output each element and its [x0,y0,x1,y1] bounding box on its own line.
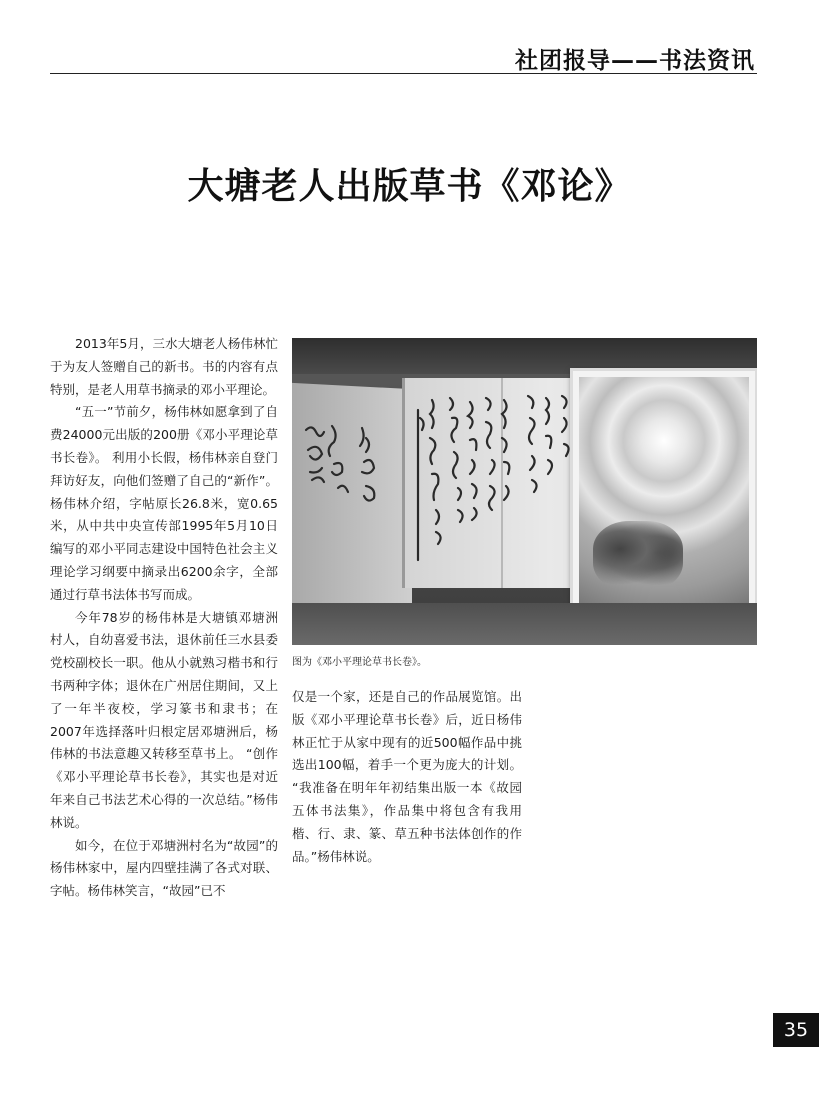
section-header-title: 社团报导——书法资讯 [515,48,755,74]
photo-caption: 图为《邓小平理论草书长卷》。 [292,657,427,668]
paragraph-2: “五一”节前夕，杨伟林如愿拿到了自费24000元出版的200册《邓小平理论草书长卷》。 利用小长假，杨伟林亲自登门拜访好友，向他们签赠了自己的“新作”。杨伟林介绍，字帖原长26.8米，宽0.65米，从中共中央宣传部1995年5月10日编写的邓小平同志建设中国特色社会主义理论学习纲要中摘录出6200余字，全部通过行草书法体书写而成。 [50,404,278,602]
photo-floor [292,603,757,645]
page-number: 35 [773,1013,819,1047]
article-right-column [292,686,522,868]
article-title: 大塘老人出版草书《邓论》 [187,166,632,207]
book-cover [570,368,757,614]
paragraph-4: 如今，在位于邓塘洲村名为“故园”的杨伟林家中，屋内四壁挂满了各式对联、字帖。杨伟林笑言，“故园”已不 [50,837,278,899]
article-left-column [50,333,278,903]
paragraph-1: 2013年5月，三水大塘老人杨伟林忙于为友人签赠自己的新书。书的内容有点特别，是老人用草书摘录的邓小平理论。 [50,336,278,397]
paragraph-3: 今年78岁的杨伟林是大塘镇邓塘洲村人，自幼喜爱书法，退休前任三水县委党校副校长一职。他从小就熟习楷书和行书两种字体；退休在广州居住期间，又上了一年半夜校，学习篆书和隶书；在2007年选择落叶归根定居邓塘洲后，杨伟林的书法意趣又转移至草书上。 “创作《邓小平理论草书长卷》，其实也是对近年来自己书法艺术心得的一次总结。”杨伟林说。 [50,609,278,830]
paragraph-5: 仅是一个家，还是自己的作品展览馆。出版《邓小平理论草书长卷》后，近日杨伟林正忙于从家中现有的近500幅作品中挑选出100幅，着手一个更为庞大的计划。 “我准备在明年年初结集出版一本《故园五体书法集》，作品集中将包含有我用楷、行、隶、篆、草五种书法体创作的作品。”杨伟林说。 [292,689,522,864]
header-divider [50,73,757,74]
calligraphy-scroll-photo [292,338,757,645]
book-cover-people [593,521,683,591]
